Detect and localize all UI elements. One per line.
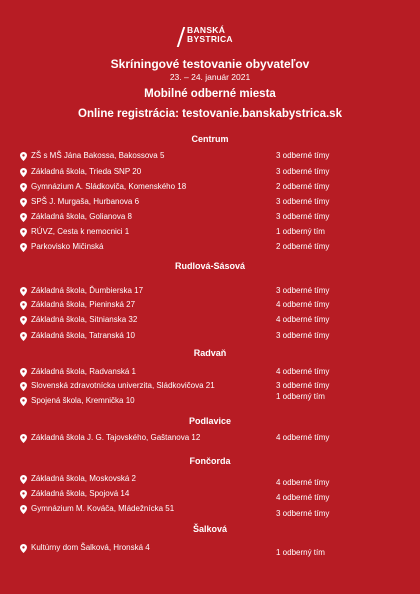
team-count: 4 odberné tímy: [276, 433, 330, 442]
team-count: 4 odberné tímy: [276, 493, 330, 502]
location-name: Základná škola, Ďumbierska 17: [31, 286, 144, 295]
team-count: 2 odberné tímy: [276, 242, 330, 251]
list-item: [20, 299, 400, 311]
team-count: 3 odberné tímy: [276, 331, 330, 340]
location-name: Základná škola, Golianova 8: [31, 212, 132, 221]
team-count: 3 odberné tímy: [276, 197, 330, 206]
list-item: [20, 285, 400, 297]
map-pin-icon: [20, 168, 27, 177]
team-count: 1 odberný tím: [276, 548, 325, 557]
list-item: [20, 380, 400, 392]
location-name: Gymnázium M. Kováča, Mládežnícka 51: [31, 504, 175, 513]
team-count: 3 odberné tímy: [276, 381, 330, 390]
list-item: [20, 330, 400, 342]
location-name: SPŠ J. Murgaša, Hurbanova 6: [31, 197, 140, 206]
section-title-podlavice: Podlavice: [188, 416, 232, 426]
list-item: [20, 196, 400, 208]
team-count: 4 odberné tímy: [276, 300, 330, 309]
location-name: Gymnázium A. Sládkoviča, Komenského 18: [31, 182, 187, 191]
location-name: Základná škola, Sitnianska 32: [31, 315, 138, 324]
map-pin-icon: [20, 316, 27, 325]
section-title-salkova: Šalková: [192, 524, 228, 534]
logo-line-2: BYSTRICA: [187, 34, 233, 44]
list-item: [20, 226, 400, 238]
section-title-centrum: Centrum: [191, 134, 229, 144]
team-count: 4 odberné tímy: [276, 367, 330, 376]
list-item: [20, 366, 400, 378]
map-pin-icon: [20, 287, 27, 296]
city-logo: [180, 26, 233, 47]
logo-text: [187, 26, 233, 44]
list-item: [20, 241, 400, 253]
list-item: [20, 542, 400, 557]
map-pin-icon: [20, 490, 27, 499]
list-item: [20, 314, 400, 326]
map-pin-icon: [20, 243, 27, 252]
map-pin-icon: [20, 544, 27, 553]
registration-link[interactable]: Online registrácia: testovanie.banskabystrica.sk: [78, 108, 342, 120]
team-count: 2 odberné tímy: [276, 182, 330, 191]
location-name: Základná škola, Trieda SNP 20: [31, 167, 142, 176]
team-count: 3 odberné tímy: [276, 167, 330, 176]
location-name: Základná škola, Spojová 14: [31, 489, 130, 498]
list-item: [20, 473, 400, 485]
location-name: Kultúrny dom Šalková, Hronská 4: [31, 543, 150, 552]
team-count: 3 odberné tímy: [276, 509, 330, 518]
map-pin-icon: [20, 332, 27, 341]
location-name: Základná škola J. G. Tajovského, Gaštanova 12: [31, 433, 201, 442]
map-pin-icon: [20, 475, 27, 484]
list-item: [20, 503, 400, 518]
team-count: 1 odberný tím: [276, 392, 325, 401]
page-title: Skríningové testovanie obyvateľov: [110, 57, 310, 71]
team-count: 4 odberné tímy: [276, 478, 330, 487]
map-pin-icon: [20, 368, 27, 377]
map-pin-icon: [20, 382, 27, 391]
location-name: Parkovisko Mičinská: [31, 242, 104, 251]
map-pin-icon: [20, 198, 27, 207]
section-title-radvan: Radvaň: [193, 348, 227, 358]
list-item: [20, 150, 400, 162]
location-name: Základná škola, Moskovská 2: [31, 474, 136, 483]
location-name: RÚVZ, Cesta k nemocnici 1: [31, 227, 130, 236]
event-date: 23. – 24. január 2021: [169, 72, 251, 82]
map-pin-icon: [20, 505, 27, 514]
map-pin-icon: [20, 213, 27, 222]
location-name: Slovenská zdravotnícka univerzita, Sládkovičova 21: [31, 381, 215, 390]
team-count: 3 odberné tímy: [276, 151, 330, 160]
location-name: ZŠ s MŠ Jána Bakossa, Bakossova 5: [31, 151, 165, 160]
list-item: [20, 432, 400, 444]
location-name: Spojená škola, Kremnička 10: [31, 396, 135, 405]
map-pin-icon: [20, 228, 27, 237]
map-pin-icon: [20, 301, 27, 310]
logo-slash-mark: [177, 27, 185, 47]
list-item: [20, 488, 400, 500]
location-name: Základná škola, Tatranská 10: [31, 331, 135, 340]
page-subtitle: Mobilné odberné miesta: [144, 88, 276, 100]
section-title-rudlova-sasova: Rudlová-Sásová: [174, 261, 246, 271]
location-name: Základná škola, Radvanská 1: [31, 367, 136, 376]
team-count: 1 odberný tím: [276, 227, 325, 236]
list-item: [20, 181, 400, 193]
map-pin-icon: [20, 434, 27, 443]
logo-line-1: BANSKÁ: [187, 25, 226, 35]
map-pin-icon: [20, 152, 27, 161]
list-item: [20, 211, 400, 223]
team-count: 4 odberné tímy: [276, 315, 330, 324]
team-count: 3 odberné tímy: [276, 286, 330, 295]
map-pin-icon: [20, 183, 27, 192]
list-item: [20, 392, 400, 407]
map-pin-icon: [20, 397, 27, 406]
team-count: 3 odberné tímy: [276, 212, 330, 221]
section-title-foncorda: Fončorda: [189, 456, 231, 466]
location-name: Základná škola, Pieninská 27: [31, 300, 136, 309]
list-item: [20, 166, 400, 178]
